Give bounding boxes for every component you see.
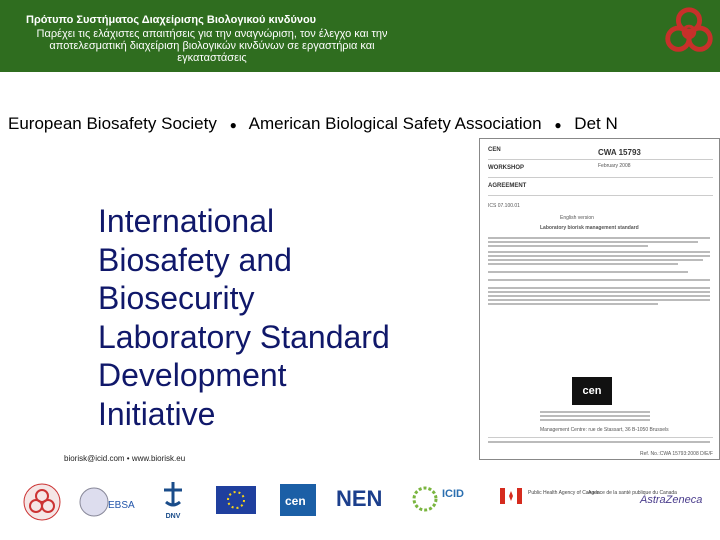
title-line: International	[98, 203, 275, 239]
doc-heading: Laboratory biorisk management standard	[540, 225, 639, 231]
contact-info: biorisk@icid.com • www.biorisk.eu	[64, 454, 186, 463]
header-banner	[0, 0, 720, 72]
doc-publisher: Management Centre: rue de Stassart, 36 B-1050 Brussels	[540, 427, 669, 433]
marquee-item: American Biological Safety Association	[248, 114, 542, 133]
svg-text:EBSA: EBSA	[108, 500, 135, 511]
doc-ics: ICS 07.100.01	[488, 203, 520, 209]
title-line: Initiative	[98, 395, 216, 432]
dnv-logo: DNV	[160, 480, 186, 520]
svg-text:cen: cen	[285, 494, 306, 508]
nen-logo: NEN	[336, 486, 383, 511]
doc-date: February 2008	[598, 163, 631, 169]
header-title: Πρότυπο Συστήματος Διαχείρισης Βιολογικού κινδύνου	[26, 14, 317, 26]
astrazeneca-logo: AstraZeneca	[640, 494, 703, 506]
cen-logo: cen	[572, 377, 612, 405]
cwa-document-image	[479, 138, 720, 460]
ebsa-logo-icon	[78, 482, 135, 522]
doc-number: CWA 15793	[598, 148, 641, 157]
doc-ref: Ref. No.:CWA 15793:2008 D/E/F	[640, 451, 713, 457]
biohazard-icon	[660, 2, 718, 60]
marquee-item: European Biosafety Society	[8, 114, 217, 133]
doc-language: English version	[560, 215, 594, 221]
bullet-icon: ●	[554, 117, 562, 132]
cen-logo-icon	[280, 484, 316, 516]
biohazard-logo-icon	[22, 482, 62, 522]
bullet-icon: ●	[229, 117, 237, 132]
main-title	[98, 202, 468, 433]
organization-marquee	[8, 114, 720, 134]
doc-kind: WORKSHOP	[488, 165, 524, 171]
title-line: Biosafety and	[98, 241, 292, 278]
doc-org: CEN	[488, 147, 501, 153]
title-line: Development	[98, 357, 287, 393]
sponsor-logo-bar: EBSA DNV cen NEN ICID Public Health Agency of Canada Agence de la santé publique du Canada AstraZeneca	[0, 470, 720, 540]
eu-flag-icon	[216, 486, 256, 514]
header-subtitle: Παρέχει τις ελάχιστες απαιτήσεις για την αναγνώριση, τον έλεγχο και την αποτελεσματική διαχείριση βιολογικών κινδύνων σε εργαστήρια και εγκαταστάσεις	[36, 28, 388, 64]
title-line: Laboratory Standard	[98, 318, 390, 355]
marquee-item: Det N	[574, 114, 618, 133]
title-line: Biosecurity	[98, 280, 255, 316]
doc-kind: AGREEMENT	[488, 183, 527, 189]
